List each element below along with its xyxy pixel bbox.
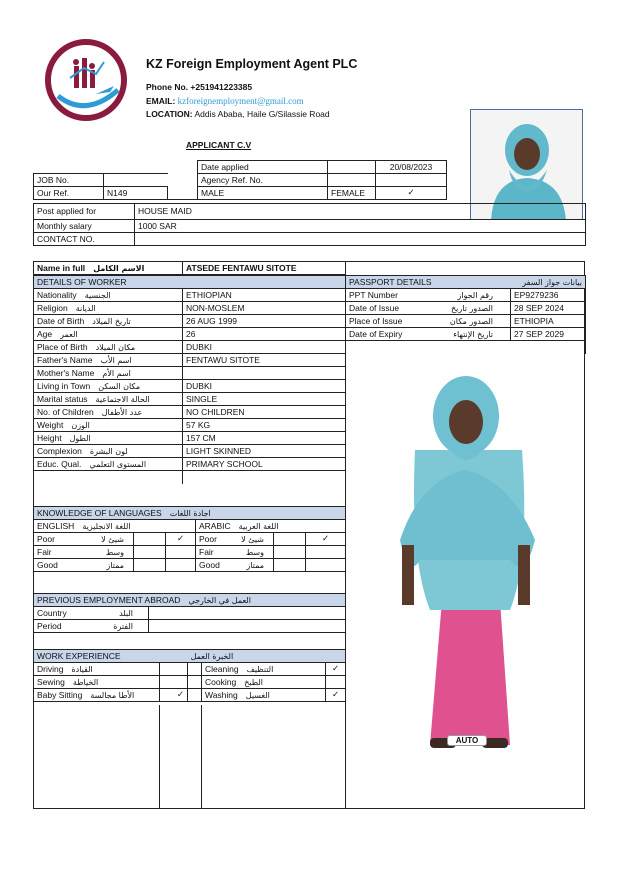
skill-label: Washing الغسيل <box>202 689 326 702</box>
table-row <box>34 546 346 559</box>
skill-label: Sewing الخياطة <box>34 676 160 689</box>
skill-label: Cleaning التنظيف <box>202 663 326 676</box>
english-level-spacer <box>134 533 166 546</box>
salary-label: Monthly salary <box>34 220 135 233</box>
spacer <box>168 174 198 187</box>
table-row <box>346 315 586 328</box>
table-row <box>34 419 346 432</box>
table-row <box>34 393 346 406</box>
detail-label: Father's Name اسم الأب <box>34 354 183 367</box>
country-label: Country البلد <box>34 607 149 620</box>
experience-header: WORK EXPERIENCE الخبرة العمل <box>34 650 346 663</box>
company-logo <box>44 38 128 122</box>
arabic-level-label: Poor شيئ لا <box>196 533 274 546</box>
detail-value: FENTAWU SITOTE <box>183 354 346 367</box>
table-row <box>346 328 586 341</box>
contact-label: CONTACT NO. <box>34 233 135 246</box>
table-row <box>34 533 346 546</box>
period-value <box>149 620 346 633</box>
detail-value: 157 CM <box>183 432 346 445</box>
passport-label: PPT Number رقم الجواز <box>346 289 511 302</box>
date-applied-spacer <box>328 161 376 174</box>
passport-value: ETHIOPIA <box>511 315 586 328</box>
male-label: MALE <box>198 187 328 200</box>
post-label: Post applied for <box>34 204 135 220</box>
table-row <box>34 689 346 702</box>
previous-spacer <box>34 633 346 646</box>
passport-spacer <box>511 341 586 354</box>
table-row <box>34 458 346 471</box>
table-row <box>34 445 346 458</box>
table-row <box>346 289 586 302</box>
applicant-full-photo <box>360 360 570 750</box>
arabic-level-check <box>306 546 346 559</box>
english-level-label: Good ممتاز <box>34 559 134 572</box>
arabic-level-check: ✓ <box>306 533 346 546</box>
our-ref-label: Our Ref. <box>34 187 104 200</box>
company-name: KZ Foreign Employment Agent PLC <box>146 57 358 71</box>
english-label: ENGLISH اللغة الانجليزية <box>34 520 196 533</box>
email-value[interactable]: kzforeignemployment@gmail.com <box>177 96 304 106</box>
female-check: ✓ <box>376 187 447 200</box>
detail-value <box>183 367 346 380</box>
location-line <box>146 109 330 119</box>
agency-ref-value-2 <box>376 174 447 187</box>
header-table <box>33 160 447 200</box>
skill-spacer <box>188 676 202 689</box>
arabic-level-check <box>306 559 346 572</box>
passport-value: 27 SEP 2029 <box>511 328 586 341</box>
arabic-level-label: Good ممتاز <box>196 559 274 572</box>
detail-label: Complexion لون البشرة <box>34 445 183 458</box>
passport-header: PASSPORT DETAILS بيانات جواز السفر <box>346 276 586 289</box>
skill-check: ✓ <box>326 663 346 676</box>
post-value: HOUSE MAID <box>135 204 586 220</box>
salary-value: 1000 SAR <box>135 220 586 233</box>
table-row <box>34 367 346 380</box>
previous-table <box>33 593 346 646</box>
table-row <box>34 341 346 354</box>
phone-value: +251941223385 <box>190 82 253 92</box>
detail-value: 26 <box>183 328 346 341</box>
female-label: FEMALE <box>328 187 376 200</box>
skill-label: Cooking الطبخ <box>202 676 326 689</box>
phone-line <box>146 82 252 92</box>
name-value: ATSEDE FENTAWU SITOTE <box>183 262 346 275</box>
table-row <box>34 676 346 689</box>
email-label: EMAIL: <box>146 96 176 106</box>
detail-label: No. of Children عدد الأطفال <box>34 406 183 419</box>
detail-value: SINGLE <box>183 393 346 406</box>
skill-check: ✓ <box>326 689 346 702</box>
english-level-check <box>166 546 196 559</box>
email-line <box>146 96 304 106</box>
arabic-level-label: Fair وسط <box>196 546 274 559</box>
detail-value: PRIMARY SCHOOL <box>183 458 346 471</box>
detail-value: NON-MOSLEM <box>183 302 346 315</box>
passport-table <box>345 275 586 354</box>
table-row <box>34 315 346 328</box>
location-label: LOCATION: <box>146 109 193 119</box>
table-row <box>34 559 346 572</box>
contact-value <box>135 233 586 246</box>
location-value: Addis Ababa, Haile G/Silassie Road <box>194 109 330 119</box>
table-row <box>34 432 346 445</box>
passport-value: EP9279236 <box>511 289 586 302</box>
english-level-spacer <box>134 546 166 559</box>
languages-spacer <box>34 572 346 587</box>
english-level-check <box>166 559 196 572</box>
arabic-level-spacer <box>274 533 306 546</box>
job-no-label: JOB No. <box>34 174 104 187</box>
skill-spacer <box>188 689 202 702</box>
detail-label: Place of Birth مكان الميلاد <box>34 341 183 354</box>
table-row <box>34 289 346 302</box>
passport-spacer <box>346 341 511 354</box>
detail-label: Weight الوزن <box>34 419 183 432</box>
experience-table <box>33 649 346 702</box>
job-no-value <box>104 174 168 187</box>
date-applied-label: Date applied <box>198 161 328 174</box>
detail-value: LIGHT SKINNED <box>183 445 346 458</box>
period-label: Period الفترة <box>34 620 149 633</box>
date-applied-value: 20/08/2023 <box>376 161 447 174</box>
detail-value: 26 AUG 1999 <box>183 315 346 328</box>
detail-label: Date of Birth تاريخ الميلاد <box>34 315 183 328</box>
english-level-spacer <box>134 559 166 572</box>
skill-label: Baby Sitting الأطا مجالسة <box>34 689 160 702</box>
english-level-label: Poor شيئ لا <box>34 533 134 546</box>
detail-value: 57 KG <box>183 419 346 432</box>
table-row <box>34 380 346 393</box>
post-table <box>33 203 586 246</box>
phone-label: Phone No. <box>146 82 189 92</box>
document-title: APPLICANT C.V <box>186 140 252 150</box>
table-row <box>346 302 586 315</box>
detail-label: Religion الديانة <box>34 302 183 315</box>
details-spacer <box>183 471 346 484</box>
details-header: DETAILS OF WORKER <box>34 276 346 289</box>
table-row <box>34 328 346 341</box>
arabic-label: ARABIC اللغة العربية <box>196 520 346 533</box>
detail-label: Height الطول <box>34 432 183 445</box>
arabic-level-spacer <box>274 546 306 559</box>
detail-value: ETHIOPIAN <box>183 289 346 302</box>
detail-value: NO CHILDREN <box>183 406 346 419</box>
detail-label: Nationality الجنسية <box>34 289 183 302</box>
exp-col-line <box>159 705 160 809</box>
previous-header: PREVIOUS EMPLOYMENT ABROAD العمل في الخارجي <box>34 594 346 607</box>
languages-header: KNOWLEDGE OF LANGUAGES اجادة اللغات <box>34 507 346 520</box>
detail-label: Educ. Qual. المستوى التعلمي <box>34 458 183 471</box>
english-level-label: Fair وسط <box>34 546 134 559</box>
details-table <box>33 275 346 484</box>
agency-ref-value <box>328 174 376 187</box>
detail-value: DUBKI <box>183 380 346 393</box>
detail-label: Age العمر <box>34 328 183 341</box>
table-row <box>34 406 346 419</box>
skill-check: ✓ <box>160 689 188 702</box>
name-label: Name in full الاسم الكامل <box>34 262 183 275</box>
agency-ref-label: Agency Ref. No. <box>198 174 328 187</box>
skill-check <box>160 663 188 676</box>
passport-value: 28 SEP 2024 <box>511 302 586 315</box>
country-value <box>149 607 346 620</box>
spacer <box>168 187 198 200</box>
table-row <box>34 663 346 676</box>
exp-col-line <box>201 705 202 809</box>
detail-label: Mother's Name اسم الأم <box>34 367 183 380</box>
arabic-level-spacer <box>274 559 306 572</box>
photo-badge: AUTO <box>447 735 487 746</box>
skill-check <box>160 676 188 689</box>
detail-label: Living in Town مكان السكن <box>34 380 183 393</box>
table-row <box>34 354 346 367</box>
skill-spacer <box>188 663 202 676</box>
english-level-check: ✓ <box>166 533 196 546</box>
name-table <box>33 261 346 275</box>
languages-table <box>33 506 346 587</box>
passport-label: Date of Expiry تاريخ الإنتهاء <box>346 328 511 341</box>
details-spacer <box>34 471 183 484</box>
detail-label: Marital status الحالة الاجتماعية <box>34 393 183 406</box>
detail-value: DUBKI <box>183 341 346 354</box>
skill-check <box>326 676 346 689</box>
our-ref-value: N149 <box>104 187 168 200</box>
passport-label: Date of Issue الصدور تاريخ <box>346 302 511 315</box>
passport-label: Place of Issue الصدور مكان <box>346 315 511 328</box>
table-row <box>34 302 346 315</box>
skill-label: Driving القيادة <box>34 663 160 676</box>
